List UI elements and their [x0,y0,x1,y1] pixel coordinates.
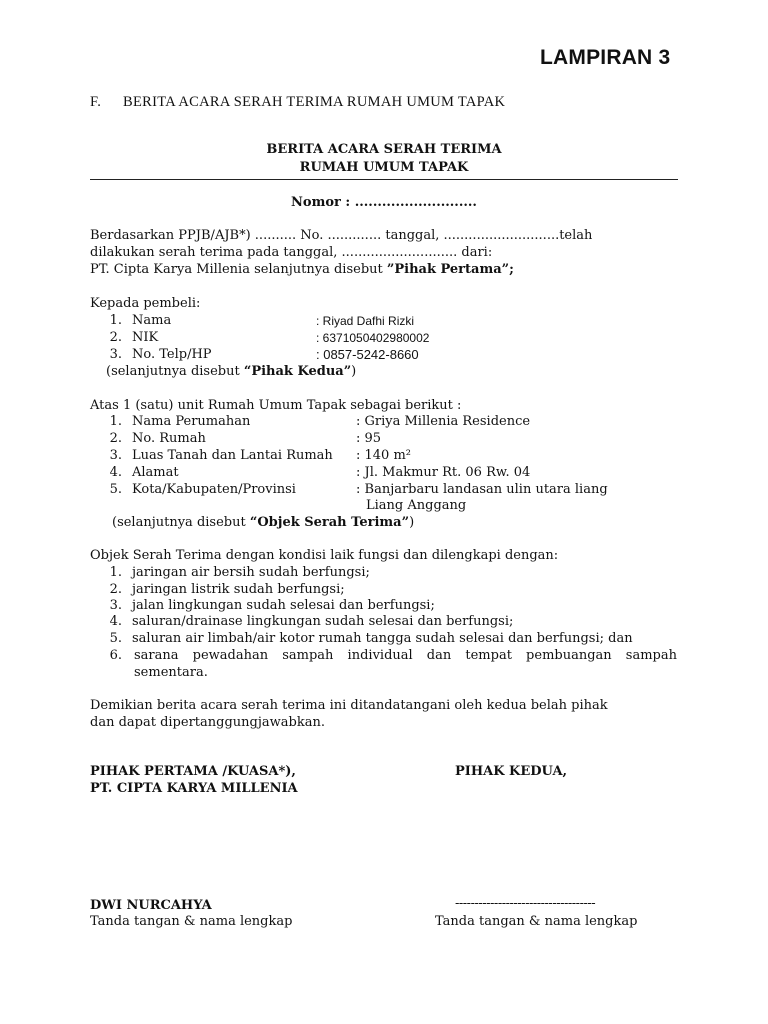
section-title: BERITA ACARA SERAH TERIMA RUMAH UMUM TAPAK [123,94,506,110]
buyer-nik-value: : 6371050402980002 [316,331,430,345]
unit-kota-value-cont: Liang Anggang [366,498,467,513]
signature-right-caption: Tanda tangan & nama lengkap [435,914,638,929]
buyer-telp-value: : 0857-5242-8660 [316,347,419,362]
unit-item-luas: 3. Luas Tanah dan Lantai Rumah [109,448,333,463]
buyer-heading: Kepada pembeli: [90,296,201,311]
lampiran-label: LAMPIRAN 3 [540,46,671,69]
condition-item-5: 5. saluran air limbah/air kotor rumah tangga sudah selesai dan berfungsi; dan [109,631,633,646]
intro-line2: dilakukan serah terima pada tanggal, ............................ dari: [90,245,493,260]
signature-right-title: PIHAK KEDUA, [455,764,568,779]
condition-item-6-num: 6. [109,648,122,663]
condition-item-4: 4. saluran/drainase lingkungan sudah selesai dan berfungsi; [109,614,514,629]
unit-item-alamat: 4. Alamat [109,465,179,480]
buyer-item-nama: 1. Nama [109,313,172,328]
unit-item-perumahan: 1. Nama Perumahan [109,414,251,429]
unit-perumahan-value: : Griya Millenia Residence [356,414,531,429]
condition-item-2: 2. jaringan listrik sudah berfungsi; [109,582,345,597]
intro-line1: Berdasarkan PPJB/AJB*) .......... No. ............. tanggal, ............................telah [90,228,593,243]
condition-item-3: 3. jalan lingkungan sudah selesai dan berfungsi; [109,598,435,613]
closing-line2: dan dapat dipertanggungjawabkan. [90,715,325,730]
objek-serah-terima-label: “Objek Serah Terima” [249,515,410,530]
unit-alamat-value: : Jl. Makmur Rt. 06 Rw. 04 [356,465,531,480]
signature-left-title: PIHAK PERTAMA /KUASA*), [90,764,296,779]
unit-item-no-rumah: 2. No. Rumah [109,431,206,446]
condition-heading: Objek Serah Terima dengan kondisi laik fungsi dan dilengkapi dengan: [90,548,559,563]
signature-left-company: PT. CIPTA KARYA MILLENIA [90,781,298,796]
buyer-item-nik: 2. NIK [109,330,159,345]
intro-line3: PT. Cipta Karya Millenia selanjutnya disebut ”Pihak Pertama”; [90,262,514,277]
signature-right-name-line: ------------------------------------ [455,896,596,911]
section-letter: F. [90,94,102,110]
unit-kota-value: : Banjarbaru landasan ulin utara liang [356,482,608,497]
signature-left-caption: Tanda tangan & nama lengkap [90,914,293,929]
condition-item-1: 1. jaringan air bersih sudah berfungsi; [109,565,370,580]
doc-title-line1: BERITA ACARA SERAH TERIMA [266,142,502,157]
condition-item-6-cont: sementara. [134,665,208,680]
buyer-note: (selanjutnya disebut “Pihak Kedua”) [106,364,357,379]
unit-item-kota: 5. Kota/Kabupaten/Provinsi [109,482,296,497]
title-divider [90,179,678,180]
closing-line1: Demikian berita acara serah terima ini ditandatangani oleh kedua belah pihak [90,698,608,713]
unit-note: (selanjutnya disebut “Objek Serah Terima”) [112,515,415,530]
buyer-item-telp: 3. No. Telp/HP [109,347,212,362]
section-heading [90,94,505,111]
doc-title-line2: RUMAH UMUM TAPAK [299,160,469,175]
unit-no-rumah-value: : 95 [356,431,382,446]
nomor-line: Nomor : ........................... [291,195,477,210]
buyer-nama-value: : Riyad Dafhi Rizki [316,314,415,328]
unit-heading: Atas 1 (satu) unit Rumah Umum Tapak sebagai berikut : [90,398,462,413]
condition-item-6: sarana pewadahan sampah individual dan tempat pembuangan sampah [134,648,677,663]
unit-luas-value: : 140 m² [356,448,411,463]
signature-left-name: DWI NURCAHYA [90,898,212,913]
pihak-pertama-label: ”Pihak Pertama”; [386,262,514,277]
pihak-kedua-label: “Pihak Kedua” [243,364,352,379]
